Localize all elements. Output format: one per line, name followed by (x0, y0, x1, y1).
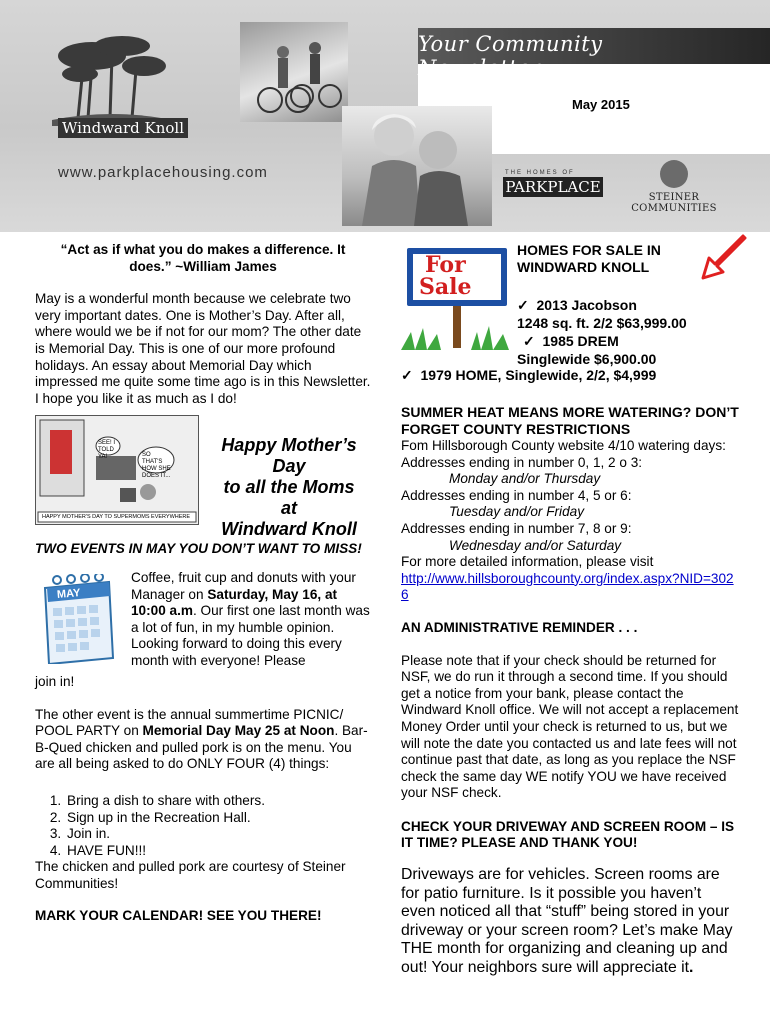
list-item: 1. Bring a dish to share with others. (65, 793, 371, 810)
greeting-line-1: Happy Mother’s Day (221, 435, 357, 477)
picnic-text-c: . Bar-B-Qued chicken and pulled pork is on the menu. You are all being asked to do ONLY FOUR (4) things: (35, 723, 368, 772)
watering-days-2: Tuesday and/or Friday (449, 504, 584, 520)
admin-paragraph: Please note that if your check should be returned for NSF, we do run it through a second time. If you should get a notice from your bank, please contact the Windward Knoll office. We will not accept a replacement Money Order until your check is returned to us, but we will note the date you contacted us and late fees will not continue past that date, as long as you replace the NSF check the same day WE notify YOU we have received your NSF check. (401, 652, 739, 801)
homes-list (517, 296, 739, 368)
homes-for-sale-section (401, 242, 739, 392)
picnic-todo-list (35, 793, 371, 859)
driveway-text: Driveways are for vehicles. Screen rooms are for patio furniture. Is it possible you haven’t even noticed all that “stuff” being stored in your driveway or your screen room? Let’s make May THE month for organizing and cleaning up and out! Your neighbors sure will appreciate it (401, 866, 733, 977)
newsletter-banner (418, 28, 770, 64)
mark-calendar-text: MARK YOUR CALENDAR! SEE YOU THERE! (35, 908, 322, 924)
intro-paragraph: May is a wonderful month because we celebrate two very important dates. One is Mother’s Day. After all, where would we be if not for our mom? The other date is Memorial Day. This is one of our more profound holidays. An essay about Memorial Day which impressed me quite some time ago is in this Newsletter. I hope you like it as much as I do! (35, 291, 371, 406)
mothers-day-greeting (203, 435, 375, 540)
coffee-date: Saturday, May 16, at 10:00 a.m (131, 586, 338, 619)
coffee-text-c: . Our first one last month was a lot of fun, in my humble opinion. Looking forward to doing this every month with everyone! Please (131, 603, 370, 668)
checkmark-icon: ✓ (517, 297, 529, 313)
list-item: 4. HAVE FUN!!! (65, 843, 371, 860)
sign-text-sale: Sale (419, 274, 472, 300)
watering-intro: Fom Hillsborough County website 4/10 watering days: (401, 438, 726, 453)
steiner-communities-logo (614, 160, 734, 214)
calendar-month-label: MAY (56, 586, 81, 601)
down-left-arrow-icon (697, 234, 749, 284)
picnic-paragraph (35, 707, 371, 773)
opening-quote: “Act as if what you do makes a difference. It does.” ~William James (60, 242, 346, 274)
list-item: 3. Join in. (65, 826, 371, 843)
for-sale-sign-icon (401, 242, 511, 352)
join-in-text: join in! (35, 673, 75, 689)
home-listing-2 (517, 332, 739, 350)
driveway-paragraph (401, 866, 739, 978)
home-3-text: 1979 HOME, Singlewide, 2/2, $4,999 (420, 367, 657, 383)
couple-photo (342, 106, 492, 226)
greeting-line-4: Windward Knoll (221, 519, 357, 540)
steiner-tree-icon (660, 160, 688, 188)
parkplace-name: PARKPLACE (503, 177, 603, 197)
steiner-name: STEINER COMMUNITIES (631, 192, 717, 214)
newsletter-header (0, 0, 770, 232)
website-url: www.parkplacehousing.com (58, 164, 268, 181)
coffee-paragraph (131, 570, 371, 670)
greeting-line-3: at (280, 498, 297, 519)
parkplace-tagline: THE HOMES OF (505, 170, 575, 176)
cartoon-bubble-2: SO THAT'S HOW SHE DOES IT... (142, 452, 171, 480)
cyclists-photo (240, 22, 348, 122)
newsletter-title: Your Community (418, 32, 603, 56)
homes-heading: HOMES FOR SALE IN WINDWARD KNOLL (517, 242, 661, 275)
home-listing-3 (401, 366, 656, 384)
county-website-link[interactable]: http://www.hillsboroughcounty.org/index.aspx?NID=3026 (401, 570, 734, 603)
parkplace-logo (503, 170, 605, 200)
watering-address-1: Addresses ending in number 0, 1, 2 o 3: (401, 454, 643, 470)
sign-text-for: For (425, 252, 466, 278)
mothers-day-section (35, 415, 371, 540)
left-column (35, 242, 371, 925)
watering-days-1: Monday and/or Thursday (449, 471, 601, 487)
picnic-text-a: The other event is the annual summertime PICNIC/ POOL PARTY on (35, 706, 344, 739)
coffee-event (35, 570, 371, 674)
right-column (401, 242, 739, 978)
checkmark-icon: ✓ (523, 333, 535, 349)
greeting-line-2: to all the Moms (223, 477, 355, 498)
watering-address-2: Addresses ending in number 4, 5 or 6: (401, 487, 632, 503)
home-1-details: 1248 sq. ft. 2/2 $63,999.00 (517, 315, 687, 331)
courtesy-text: The chicken and pulled pork are courtesy of Steiner Communities! (35, 859, 346, 891)
cartoon-caption: HAPPY MOTHER'S DAY TO SUPERMOMS EVERYWHERE (42, 514, 191, 521)
supermom-cartoon (35, 415, 199, 525)
driveway-heading: CHECK YOUR DRIVEWAY AND SCREEN ROOM – IS IT TIME? PLEASE AND THANK YOU! (401, 818, 735, 851)
events-heading: TWO EVENTS IN MAY YOU DON’T WANT TO MISS! (35, 541, 362, 557)
checkmark-icon: ✓ (401, 367, 413, 383)
watering-heading: SUMMER HEAT MEANS MORE WATERING? DON’T FORGET COUNTY RESTRICTIONS (401, 404, 739, 437)
admin-heading: AN ADMINISTRATIVE REMINDER . . . (401, 619, 638, 635)
homes-listing (517, 242, 739, 368)
home-2-name: 1985 DREM (542, 333, 619, 349)
coffee-text-a: Coffee, fruit cup and donuts with your Manager on (131, 569, 356, 602)
logo-name: Windward Knoll (58, 118, 188, 138)
picnic-date: Memorial Day May 25 at Noon (142, 723, 335, 739)
more-info-text: For more detailed information, please visit (401, 554, 654, 570)
home-listing-1 (517, 296, 739, 314)
home-2-details: Singlewide $6,900.00 (517, 351, 657, 367)
calendar-icon (39, 574, 117, 664)
home-1-name: 2013 Jacobson (536, 297, 637, 313)
issue-date: May 2015 (572, 97, 630, 112)
driveway-end: . (689, 959, 694, 977)
watering-address-3: Addresses ending in number 7, 8 or 9: (401, 520, 632, 536)
list-item: 2. Sign up in the Recreation Hall. (65, 810, 371, 827)
watering-days-3: Wednesday and/or Saturday (449, 537, 622, 553)
cartoon-bubble-1: SEE! I TOLD YA! (98, 440, 116, 461)
